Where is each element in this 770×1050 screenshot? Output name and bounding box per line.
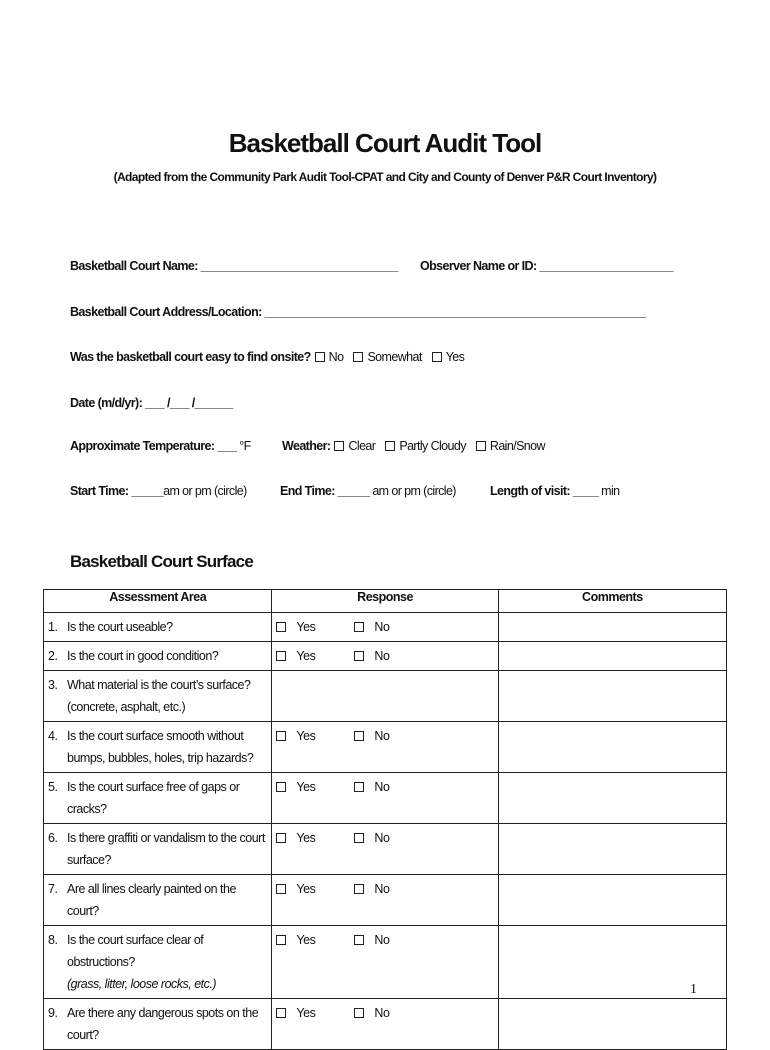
comments-cell[interactable] [498, 671, 726, 722]
court-name-blank[interactable]: _______________________________ [200, 259, 398, 273]
question-text-block [67, 674, 269, 718]
question-text-block [67, 645, 269, 667]
question-text: Is the court in good condition? [67, 649, 219, 663]
question-note: (grass, litter, loose rocks, etc.) [67, 977, 217, 991]
response-option-no[interactable] [354, 616, 389, 638]
response-cell [272, 875, 498, 926]
question-text-block [67, 1002, 269, 1046]
response-cell [272, 613, 498, 642]
address-field[interactable] [70, 305, 646, 319]
response-option-no[interactable] [354, 776, 389, 798]
comments-cell[interactable] [498, 875, 726, 926]
comments-cell[interactable] [498, 999, 726, 1050]
length-of-visit-label: Length of visit: [490, 484, 570, 498]
question-number: 8. [48, 933, 58, 947]
easy-find-option-somewhat: Somewhat [367, 350, 422, 364]
assessment-cell [44, 613, 272, 642]
response-label-no: No [374, 1006, 390, 1020]
assessment-table [43, 589, 727, 1050]
table-header-row [44, 590, 727, 613]
question-text-block [67, 878, 269, 922]
checkbox-icon[interactable] [276, 731, 286, 741]
response-label-yes: Yes [296, 729, 316, 743]
assessment-cell [44, 926, 272, 999]
question-number: 1. [48, 620, 58, 634]
comments-cell[interactable] [498, 824, 726, 875]
assessment-cell [44, 999, 272, 1050]
response-label-yes: Yes [296, 831, 316, 845]
weather-option-partly-cloudy: Partly Cloudy [399, 439, 466, 453]
checkbox-icon[interactable] [315, 352, 325, 362]
length-of-visit-blank[interactable]: ____ [572, 484, 599, 498]
end-time-blank[interactable]: _____ [337, 484, 370, 498]
response-cell [272, 773, 498, 824]
question-number: 2. [48, 649, 58, 663]
checkbox-icon[interactable] [354, 622, 364, 632]
checkbox-icon[interactable] [276, 884, 286, 894]
question-text-block [67, 616, 269, 638]
response-option-yes[interactable] [276, 725, 315, 747]
start-time-field[interactable] [70, 484, 247, 498]
question-number: 5. [48, 780, 58, 794]
checkbox-icon[interactable] [354, 782, 364, 792]
question-number: 6. [48, 831, 58, 845]
question-text: Is the court surface free of gaps or cracks? [67, 780, 240, 816]
question-text-block [67, 776, 269, 820]
response-option-yes[interactable] [276, 1002, 315, 1024]
question-text: Is the court useable? [67, 620, 173, 634]
question-text-block [67, 725, 269, 769]
table-row [44, 875, 727, 926]
checkbox-icon[interactable] [354, 731, 364, 741]
section-title: Basketball Court Surface [70, 552, 253, 571]
start-time-label: Start Time: [70, 484, 129, 498]
observer-blank[interactable]: _____________________ [539, 259, 673, 273]
table-row [44, 926, 727, 999]
question-number: 7. [48, 882, 58, 896]
weather-option-rain-snow: Rain/Snow [489, 439, 545, 453]
response-cell [272, 671, 498, 722]
response-option-no[interactable] [354, 827, 389, 849]
easy-find-option-yes: Yes [445, 350, 465, 364]
question-text: Are there any dangerous spots on the court? [67, 1006, 259, 1042]
temperature-unit: °F [239, 439, 251, 453]
checkbox-icon[interactable] [276, 782, 286, 792]
table-row [44, 642, 727, 671]
response-option-no[interactable] [354, 645, 389, 667]
table-row [44, 999, 727, 1050]
question-text: Is the court surface clear of obstructions? [67, 933, 204, 969]
date-label: Date (m/d/yr): [70, 396, 143, 410]
court-name-label: Basketball Court Name: [70, 259, 198, 273]
checkbox-icon[interactable] [276, 833, 286, 843]
header-response: Response [272, 590, 498, 613]
temperature-field[interactable] [70, 439, 251, 453]
response-label-no: No [374, 649, 390, 663]
observer-label: Observer Name or ID: [420, 259, 537, 273]
response-cell [272, 999, 498, 1050]
response-option-yes[interactable] [276, 645, 315, 667]
checkbox-icon[interactable] [354, 833, 364, 843]
response-label-yes: Yes [296, 1006, 316, 1020]
weather-option-clear: Clear [348, 439, 376, 453]
comments-cell[interactable] [498, 613, 726, 642]
response-label-yes: Yes [296, 649, 316, 663]
response-label-no: No [374, 620, 390, 634]
comments-cell[interactable] [498, 722, 726, 773]
end-time-field[interactable] [280, 484, 456, 498]
end-time-label: End Time: [280, 484, 335, 498]
response-option-yes[interactable] [276, 929, 315, 951]
response-option-no[interactable] [354, 725, 389, 747]
table-row [44, 722, 727, 773]
question-number: 9. [48, 1006, 58, 1020]
question-text-block [67, 827, 269, 871]
response-option-yes[interactable] [276, 827, 315, 849]
checkbox-icon[interactable] [276, 1008, 286, 1018]
checkbox-icon[interactable] [334, 441, 344, 451]
table-row [44, 671, 727, 722]
assessment-cell [44, 671, 272, 722]
assessment-cell [44, 722, 272, 773]
length-of-visit-suffix: min [601, 484, 620, 498]
checkbox-icon[interactable] [354, 935, 364, 945]
table-row [44, 824, 727, 875]
weather-field [282, 439, 551, 453]
header-comments: Comments [498, 590, 726, 613]
response-option-no[interactable] [354, 1002, 389, 1024]
response-cell [272, 824, 498, 875]
checkbox-icon[interactable] [353, 352, 363, 362]
date-field[interactable] [70, 396, 233, 410]
header-assessment-area: Assessment Area [44, 590, 272, 613]
response-option-no[interactable] [354, 929, 389, 951]
question-text-block [67, 929, 269, 995]
comments-cell[interactable] [498, 773, 726, 824]
checkbox-icon[interactable] [276, 935, 286, 945]
response-option-no[interactable] [354, 878, 389, 900]
response-cell [272, 722, 498, 773]
question-number: 4. [48, 729, 58, 743]
observer-field[interactable] [420, 259, 673, 273]
response-label-yes: Yes [296, 933, 316, 947]
document-subtitle: (Adapted from the Community Park Audit Tool-CPAT and City and County of Denver P&R Court Inventory) [113, 170, 657, 184]
table-row [44, 613, 727, 642]
checkbox-icon[interactable] [354, 1008, 364, 1018]
court-name-field[interactable] [70, 259, 398, 273]
checkbox-icon[interactable] [276, 622, 286, 632]
assessment-cell [44, 773, 272, 824]
temperature-blank[interactable]: ___ [217, 439, 237, 453]
response-label-no: No [374, 831, 390, 845]
checkbox-icon[interactable] [385, 441, 395, 451]
length-of-visit-field[interactable] [490, 484, 620, 498]
start-time-suffix: am or pm (circle) [163, 484, 247, 498]
checkbox-icon[interactable] [476, 441, 486, 451]
response-label-yes: Yes [296, 620, 316, 634]
table-row [44, 773, 727, 824]
response-label-no: No [374, 933, 390, 947]
easy-find-label: Was the basketball court easy to find onsite? [70, 350, 311, 364]
temperature-label: Approximate Temperature: [70, 439, 215, 453]
document-title: Basketball Court Audit Tool [228, 128, 542, 158]
response-label-no: No [374, 780, 390, 794]
response-option-yes[interactable] [276, 616, 315, 638]
response-cell [272, 926, 498, 999]
date-blank[interactable]: ___ /___ /______ [145, 396, 233, 410]
checkbox-icon[interactable] [354, 884, 364, 894]
address-label: Basketball Court Address/Location: [70, 305, 262, 319]
response-cell [272, 642, 498, 671]
assessment-cell [44, 642, 272, 671]
response-label-yes: Yes [296, 780, 316, 794]
question-text: Is there graffiti or vandalism to the court surface? [67, 831, 265, 867]
response-option-yes[interactable] [276, 878, 315, 900]
weather-label: Weather: [282, 439, 331, 453]
comments-cell[interactable] [498, 642, 726, 671]
assessment-cell [44, 824, 272, 875]
question-text: What material is the court’s surface? (concrete, asphalt, etc.) [67, 678, 251, 714]
response-label-no: No [374, 882, 390, 896]
easy-find-field [70, 350, 470, 364]
end-time-suffix: am or pm (circle) [372, 484, 456, 498]
checkbox-icon[interactable] [432, 352, 442, 362]
response-label-yes: Yes [296, 882, 316, 896]
assessment-cell [44, 875, 272, 926]
checkbox-icon[interactable] [354, 651, 364, 661]
question-text: Is the court surface smooth without bumps, bubbles, holes, trip hazards? [67, 729, 254, 765]
easy-find-option-no: No [328, 350, 344, 364]
start-time-blank[interactable]: _____ [131, 484, 164, 498]
response-option-yes[interactable] [276, 776, 315, 798]
question-number: 3. [48, 678, 58, 692]
checkbox-icon[interactable] [276, 651, 286, 661]
address-blank[interactable]: ____________________________________________________________ [264, 305, 646, 319]
page-number: 1 [690, 982, 697, 997]
response-label-no: No [374, 729, 390, 743]
question-text: Are all lines clearly painted on the court? [67, 882, 236, 918]
